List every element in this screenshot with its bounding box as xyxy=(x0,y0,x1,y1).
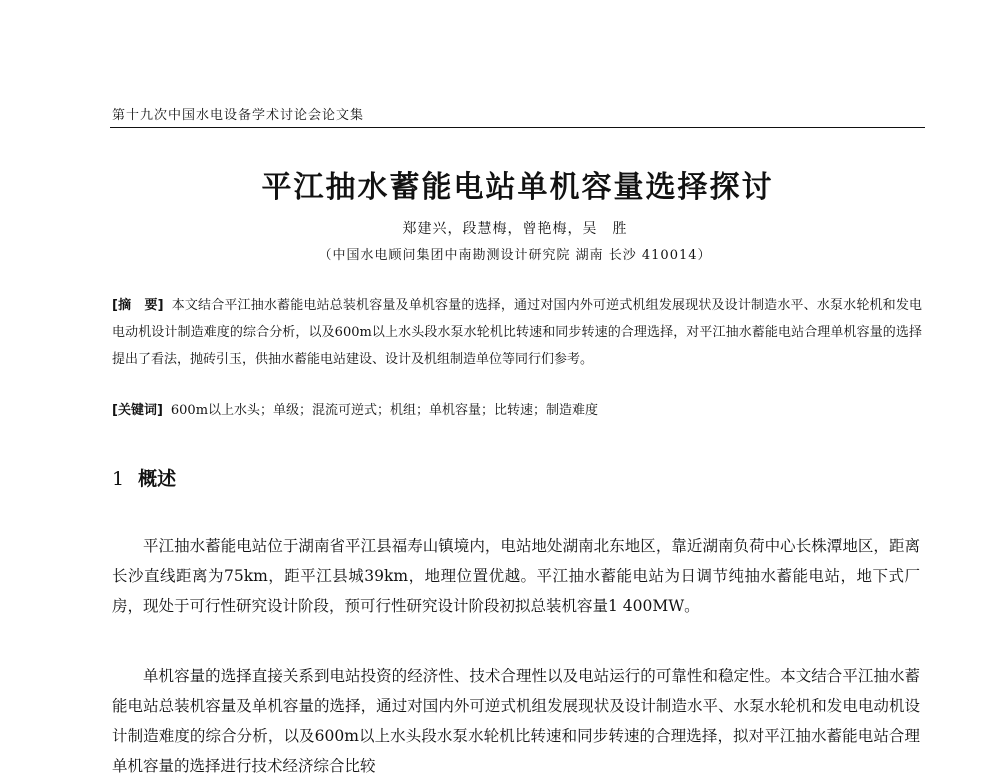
paper-affiliation: （中国水电顾问集团中南勘测设计研究院 湖南 长沙 410014） xyxy=(318,248,712,263)
body-paragraph: 平江抽水蓄能电站位于湖南省平江县福寿山镇境内，电站地处湖南北东地区，靠近湖南负荷中心长株潭地区，距离长沙直线距离为75km，距平江县城39km，地理位置优越。平江抽水蓄能电站为日调节纯抽水蓄能电站，地下式厂房，现处于可行性研究设计阶段，预可行性研究设计阶段初拟总装机容量1 400MW。 xyxy=(112,536,920,615)
paper-authors: 郑建兴，段慧梅，曾艳梅，吴 胜 xyxy=(402,221,628,237)
running-header: 第十九次中国水电设备学术讨论会论文集 xyxy=(112,108,365,123)
body-paragraph: 单机容量的选择直接关系到电站投资的经济性、技术合理性以及电站运行的可靠性和稳定性。本文结合平江抽水蓄能电站总装机容量及单机容量的选择，通过对国内外可逆式机组发展现状及设计制造水平、水泵水轮机和发电电动机设计制造难度的综合分析，以及600m以上水头段水泵水轮机比转速和同步转速的合理选择，拟对平江抽水蓄能电站合理单机容量的选择进行技术经济综合比较 xyxy=(112,666,920,775)
abstract-text: 本文结合平江抽水蓄能电站总装机容量及单机容量的选择，通过对国内外可逆式机组发展现状及设计制造水平、水泵水轮机和发电电动机设计制造难度的综合分析，以及600m以上水头段水泵水轮机比转速和同步转速的合理选择，对平江抽水蓄能电站合理单机容量的选择提出了看法，抛砖引玉，供抽水蓄能电站建设、设计及机组制造单位等同行们参考。 xyxy=(112,298,922,367)
keywords-block xyxy=(112,400,922,422)
section-heading xyxy=(112,464,176,491)
section-number: 1 xyxy=(112,468,125,490)
abstract-label: [摘 要] xyxy=(112,298,164,313)
header-rule xyxy=(110,127,925,128)
section-title: 概述 xyxy=(138,468,177,490)
keywords-label: [关键词] xyxy=(112,403,163,418)
keywords-text: 600m以上水头；单级；混流可逆式；机组；单机容量；比转速；制造难度 xyxy=(170,403,599,418)
paper-title: 平江抽水蓄能电站单机容量选择探讨 xyxy=(261,170,774,205)
abstract-block xyxy=(112,292,922,373)
